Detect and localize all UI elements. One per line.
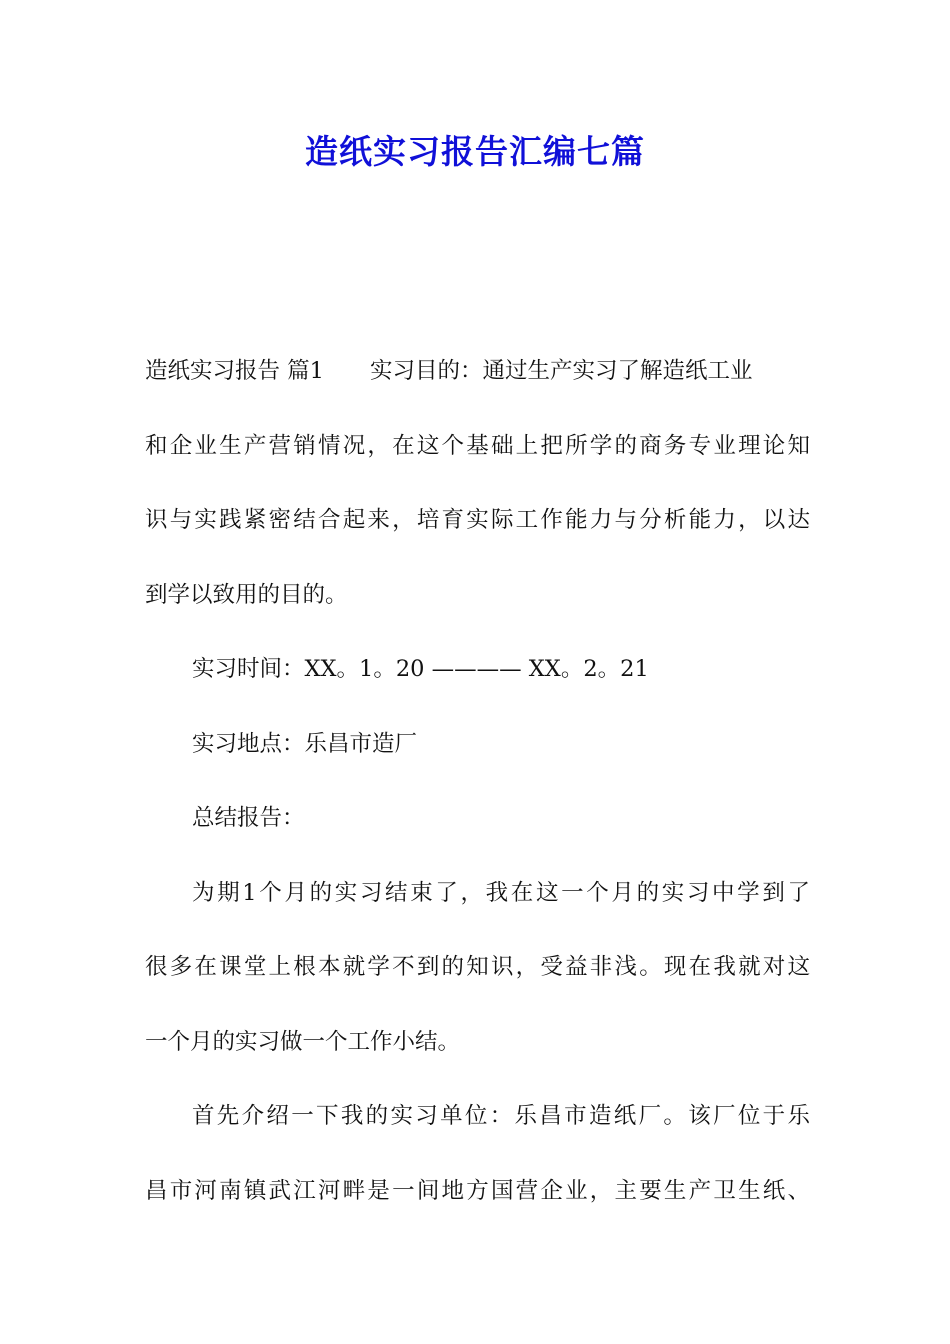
text-line-1 [145,334,810,409]
section-heading: 造纸实习报告 篇1 [145,358,324,384]
text-line-10: 一个月的实习做一个工作小结。 [145,1028,461,1055]
text-line-11: 首先介绍一下我的实习单位：乐昌市造纸厂。该厂位于乐 [192,1103,810,1129]
text-line-9: 很多在课堂上根本就学不到的知识，受益非浅。现在我就对这 [145,954,810,980]
text-line-5: 实习时间：XX。1。20 ———— XX。2。21 [192,656,649,682]
text-line-8: 为期1个月的实习结束了，我在这一个月的实习中学到了 [192,879,810,906]
text-line-4: 到学以致用的目的。 [145,581,348,608]
text-line-2: 和企业生产营销情况，在这个基础上把所学的商务专业理论知 [145,432,810,459]
text-line-12: 昌市河南镇武江河畔是一间地方国营企业，主要生产卫生纸、 [145,1177,810,1204]
document-title: 造纸实习报告汇编七篇 [305,132,645,171]
paragraph-text: 实习目的：通过生产实习了解造纸工业 [369,358,753,384]
document-body [145,334,810,1228]
text-line-7: 总结报告： [192,805,305,831]
text-line-3: 识与实践紧密结合起来，培育实际工作能力与分析能力，以达 [145,507,810,533]
text-line-6: 实习地点：乐昌市造厂 [192,730,418,757]
